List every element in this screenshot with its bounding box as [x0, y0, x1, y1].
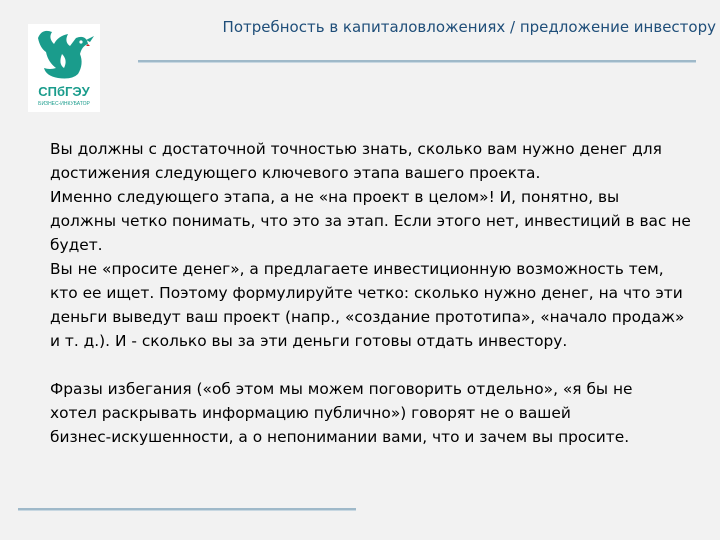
logo-wordmark: СПбГЭУ [38, 84, 90, 99]
body-line: хотел раскрывать информацию публично») говорят не о вашей [50, 404, 571, 422]
body-line: деньги выведут ваш проект (напр., «создание прототипа», «начало продаж» [50, 308, 685, 326]
body-line: бизнес-искушенности, а о непонимании вами, что и зачем вы просите. [50, 428, 630, 446]
body-line: Вы не «просите денег», а предлагаете инвестиционную возможность тем, [50, 260, 664, 278]
body-line: будет. [50, 236, 103, 254]
body-line: и т. д.). И - сколько вы за эти деньги готовы отдать инвестору. [50, 332, 568, 350]
logo-tagline: БИЗНЕС-ИНКУБАТОР [38, 101, 90, 107]
body-line: кто ее ищет. Поэтому формулируйте четко: сколько нужно денег, на что эти [50, 284, 683, 302]
slide-body [50, 137, 710, 449]
body-line: Вы должны с достаточной точностью знать, сколько вам нужно денег для [50, 140, 662, 158]
slide-title: Потребность в капиталовложениях / предложение инвестору [222, 18, 716, 36]
footer-divider [18, 508, 356, 510]
university-logo [28, 24, 100, 112]
title-divider [138, 60, 696, 62]
body-line: достижения следующего ключевого этапа вашего проекта. [50, 164, 541, 182]
body-line: должны четко понимать, что это за этап. Если этого нет, инвестиций в вас не [50, 212, 691, 230]
body-line: Именно следующего этапа, а не «на проект в целом»! И, понятно, вы [50, 188, 620, 206]
paragraph-gap [50, 353, 710, 377]
body-line: Фразы избегания («об этом мы можем поговорить отдельно», «я бы не [50, 380, 633, 398]
griffin-icon [28, 24, 100, 112]
